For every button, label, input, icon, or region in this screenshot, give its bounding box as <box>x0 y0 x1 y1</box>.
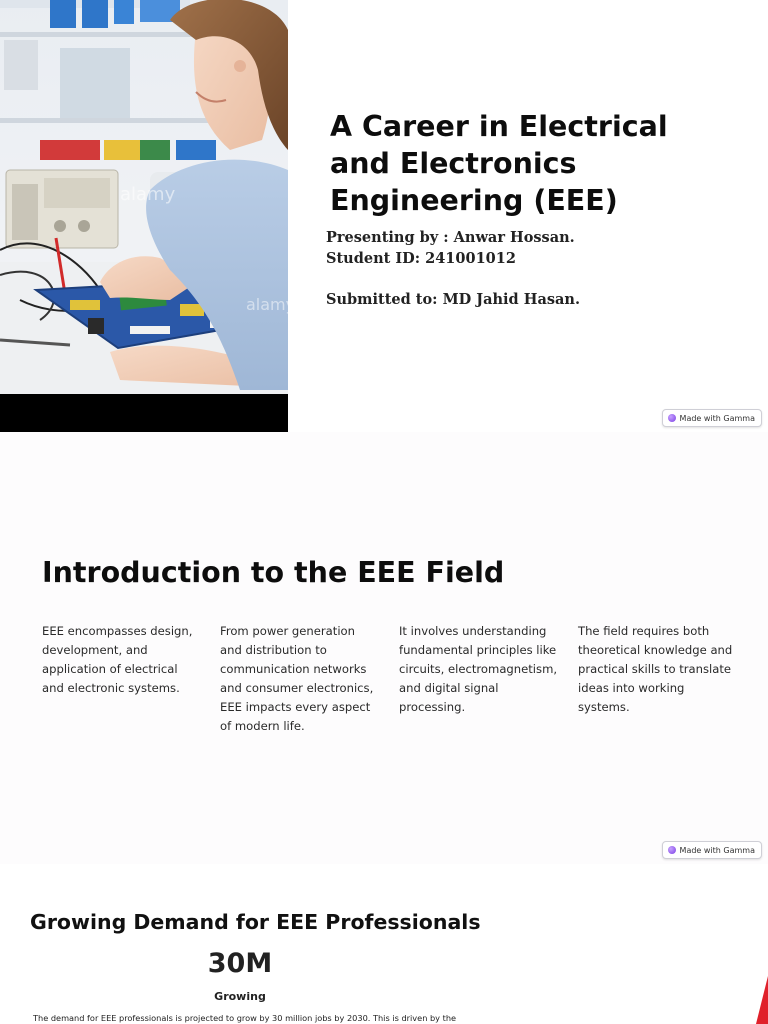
student-id: Student ID: 241001012 <box>326 250 516 267</box>
watermark-text-2: alamy <box>246 295 296 314</box>
section-title: Growing Demand for EEE Professionals <box>30 910 481 934</box>
title-line: A Career in Electrical <box>330 110 668 143</box>
badge-label: Made with Gamma <box>679 413 755 423</box>
slide-demand <box>0 864 768 1024</box>
presentation-title <box>330 108 710 219</box>
title-line: and Electronics <box>330 147 577 180</box>
intro-column-1: EEE encompasses design, development, and application of electrical and electronic systems. <box>42 624 193 695</box>
presenter-name: Presenting by : Anwar Hossan. <box>326 229 575 246</box>
gamma-logo-icon <box>668 414 676 422</box>
badge-label: Made with Gamma <box>679 845 755 855</box>
gamma-logo-icon <box>668 846 676 854</box>
intro-column-3: It involves understanding fundamental principles like circuits, electromagnetism, and digital signal processing. <box>399 624 558 714</box>
watermark-text: alamy <box>120 184 176 205</box>
stat-value: 30M <box>207 948 273 979</box>
intro-column-4: The field requires both theoretical knowledge and practical skills to translate ideas into working systems. <box>578 624 733 714</box>
made-with-gamma-badge[interactable] <box>662 409 762 427</box>
made-with-gamma-badge[interactable] <box>662 841 762 859</box>
stat-label: Growing <box>214 990 266 1003</box>
intro-column-2: From power generation and distribution to communication networks and consumer electronics, EEE impacts every aspect of modern life. <box>220 624 374 733</box>
hero-photo <box>0 0 296 432</box>
stat-description: The demand for EEE professionals is projected to grow by 30 million jobs by 2030. This is driven by the <box>33 1013 457 1023</box>
slide-title <box>0 0 768 432</box>
hero-illustration <box>0 0 296 432</box>
section-title: Introduction to the EEE Field <box>42 556 505 589</box>
slide-introduction <box>0 432 768 864</box>
red-accent-shape <box>756 976 768 1024</box>
title-line: Engineering (EEE) <box>330 184 618 217</box>
submitted-to: Submitted to: MD Jahid Hasan. <box>326 291 580 308</box>
